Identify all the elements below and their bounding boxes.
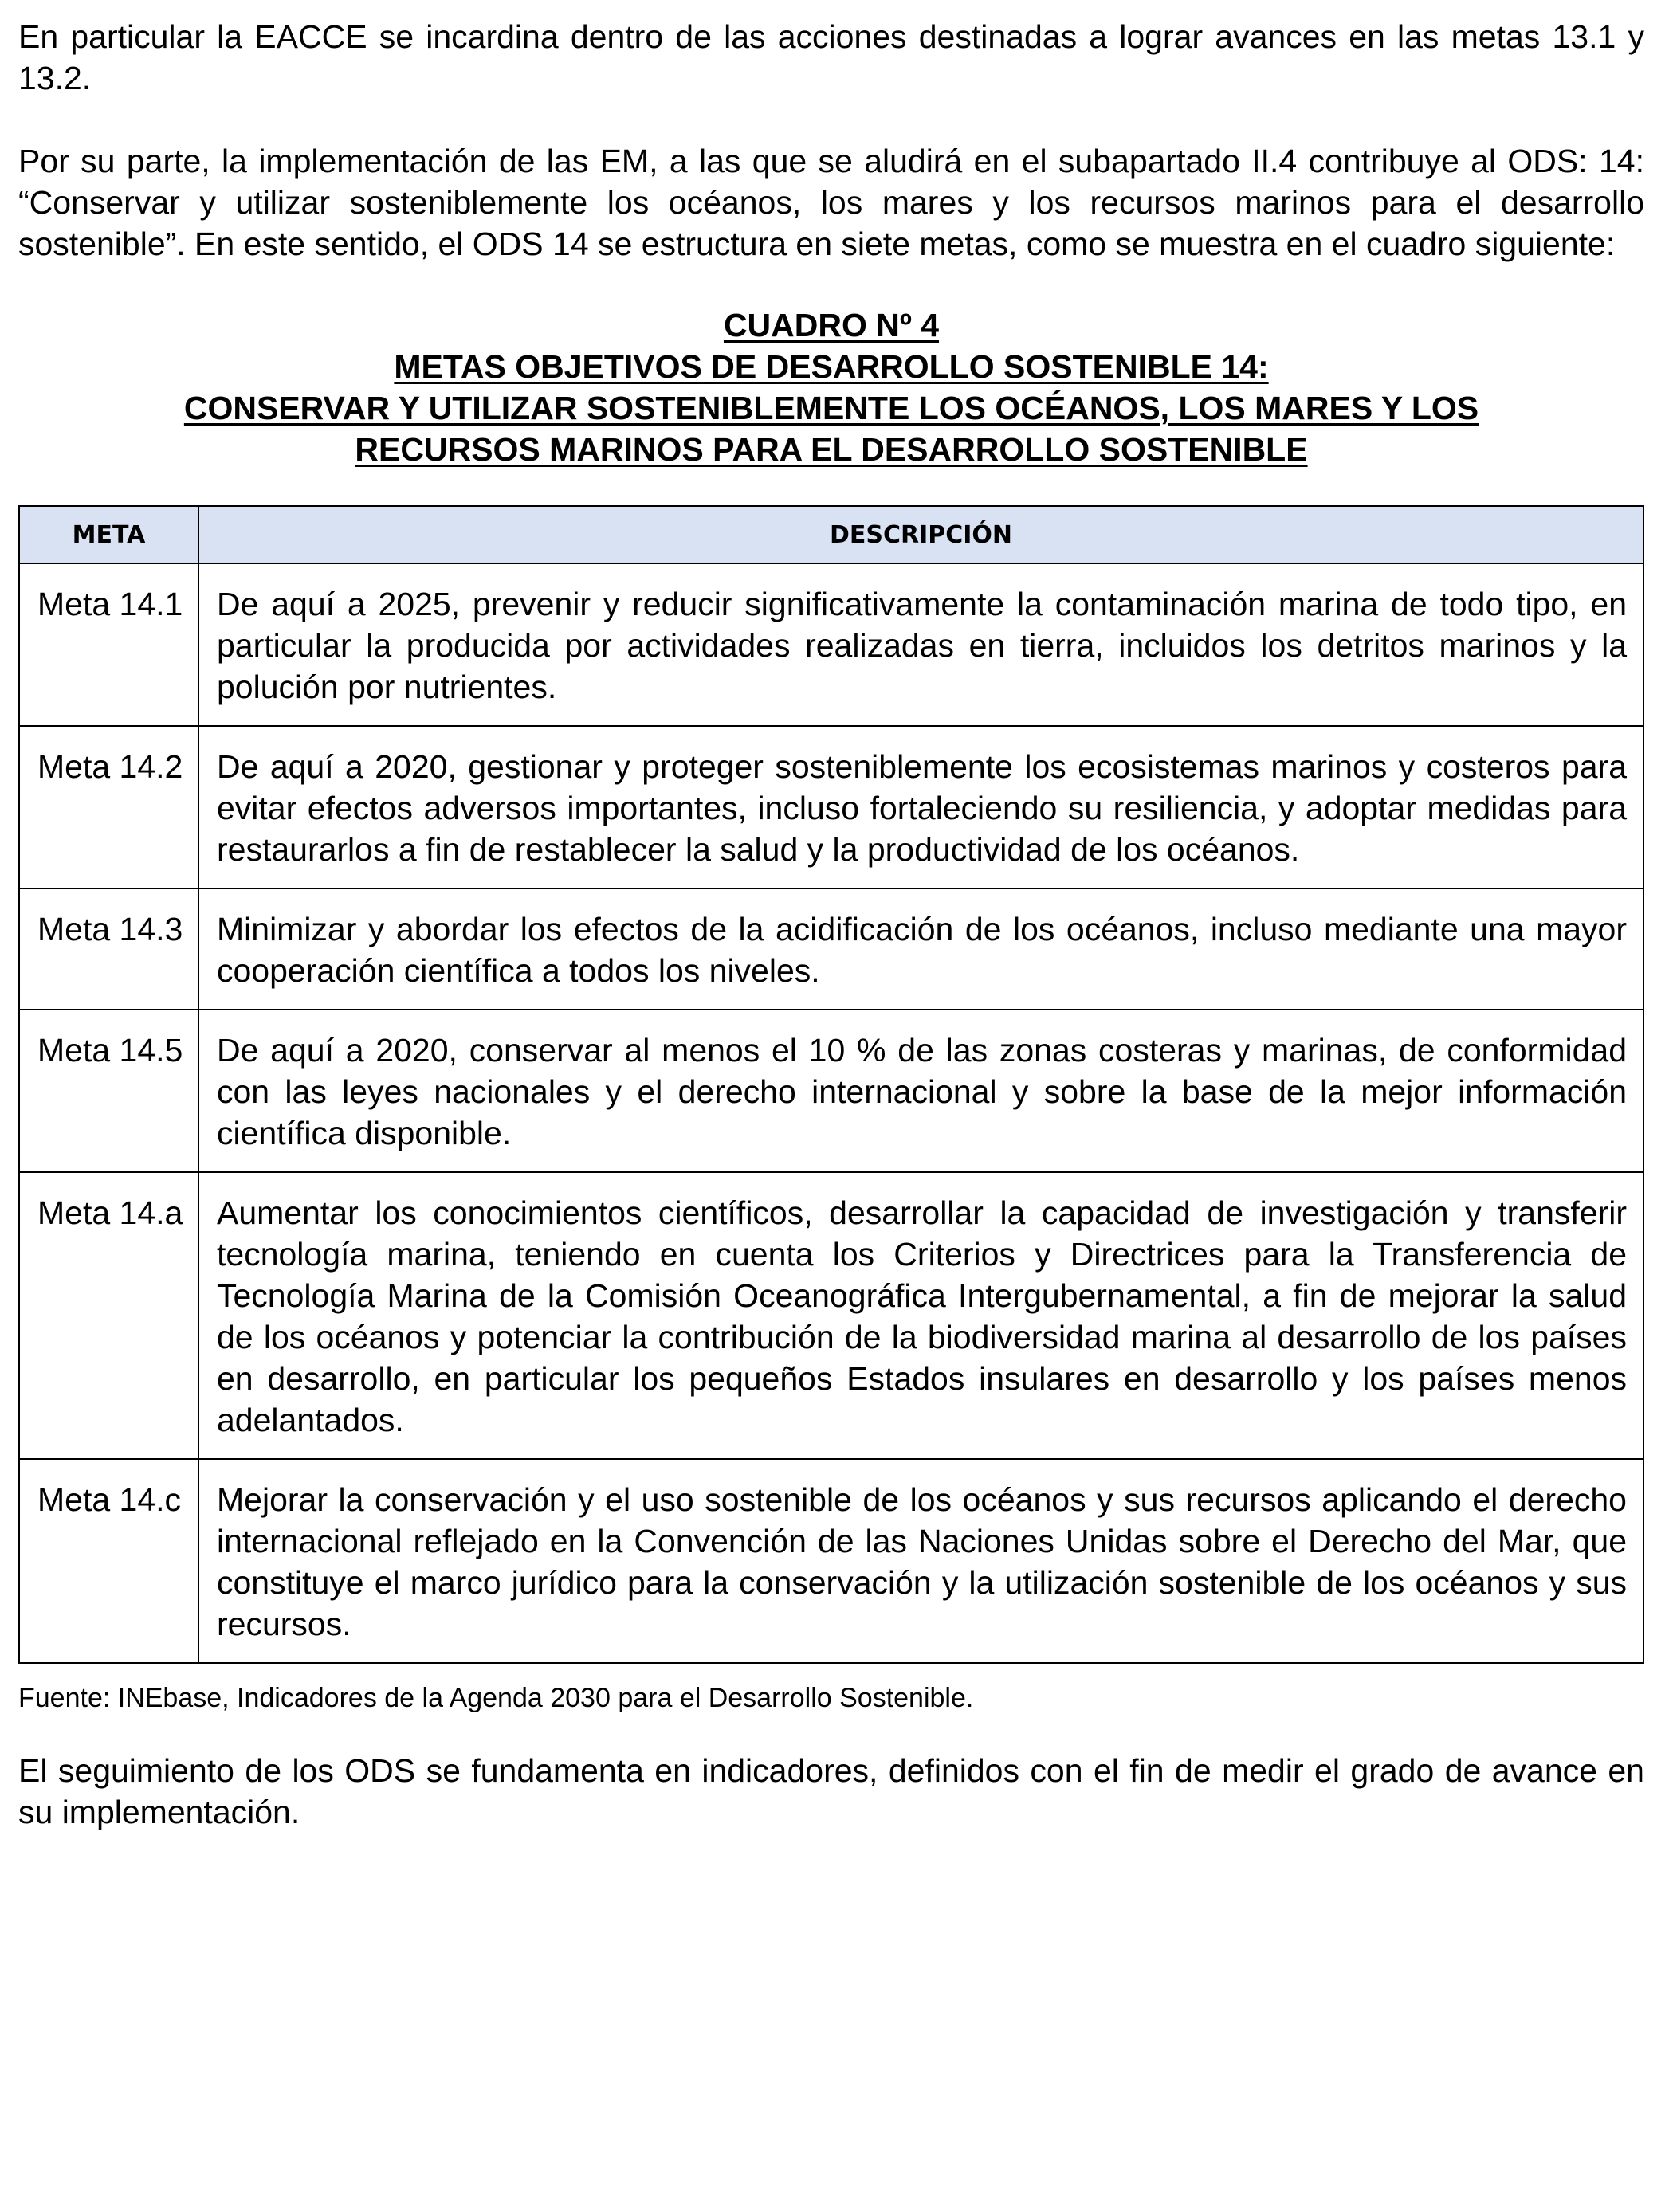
paragraph-intro: En particular la EACCE se incardina dentro de las acciones destinadas a lograr avances en las metas 13.1 y 13.2. — [18, 18, 1644, 96]
table-row — [20, 727, 1643, 889]
description-cell: Minimizar y abordar los efectos de la acidificación de los océanos, incluso mediante una mayor cooperación científica a todos los niveles. — [217, 911, 1627, 989]
table-header-row — [20, 507, 1643, 564]
meta-cell: Meta 14.2 — [20, 727, 199, 888]
meta-cell: Meta 14.c — [20, 1460, 199, 1662]
table-row — [20, 564, 1643, 727]
metas-table — [18, 505, 1644, 1664]
caption-line-2: METAS OBJETIVOS DE DESARROLLO SOSTENIBLE 14: — [394, 348, 1269, 385]
description-cell: Mejorar la conservación y el uso sostenible de los océanos y sus recursos aplicando el derecho internacional reflejado en la Convención de las Naciones Unidas sobre el Derecho del Mar, que constituye el marco jurídico para la conservación y la utilización sostenible de los océanos y sus recursos. — [217, 1481, 1627, 1642]
meta-cell: Meta 14.5 — [20, 1010, 199, 1171]
header-meta: META — [20, 507, 199, 563]
table-row — [20, 1173, 1643, 1460]
description-cell: De aquí a 2025, prevenir y reducir significativamente la contaminación marina de todo tipo, en particular la producida por actividades realizadas en tierra, incluidos los detritos marinos y la polución por nutrientes. — [217, 586, 1627, 705]
meta-cell: Meta 14.3 — [20, 889, 199, 1009]
table-row — [20, 1460, 1643, 1662]
meta-cell: Meta 14.a — [20, 1173, 199, 1458]
meta-cell: Meta 14.1 — [20, 564, 199, 725]
table-caption — [18, 304, 1644, 470]
table-row — [20, 1010, 1643, 1173]
document-page — [18, 16, 1644, 1833]
header-descripcion: DESCRIPCIÓN — [829, 520, 1013, 549]
paragraph-seguimiento: El seguimiento de los ODS se fundamenta en indicadores, definidos con el fin de medir el grado de avance en su implementación. — [18, 1752, 1644, 1830]
caption-line-3: CONSERVAR Y UTILIZAR SOSTENIBLEMENTE LOS OCÉANOS, LOS MARES Y LOS — [183, 390, 1479, 426]
paragraph-ods14: Por su parte, la implementación de las EM, a las que se aludirá en el subapartado II.4 contribuye al ODS: 14: “Conservar y utilizar sosteniblemente los océanos, los mares y los recursos marinos para el desarrollo sostenible”. En este sentido, el ODS 14 se estructura en siete metas, como se muestra en el cuadro siguiente: — [18, 143, 1644, 262]
description-cell: De aquí a 2020, gestionar y proteger sosteniblemente los ecosistemas marinos y costeros para evitar efectos adversos importantes, incluso fortaleciendo su resiliencia, y adoptar medidas para restaurarlos a fin de restablecer la salud y la productividad de los océanos. — [217, 748, 1627, 868]
table-row — [20, 889, 1643, 1010]
description-cell: Aumentar los conocimientos científicos, desarrollar la capacidad de investigación y transferir tecnología marina, teniendo en cuenta los Criterios y Directrices para la Transferencia de Tecnología Marina de la Comisión Oceanográfica Intergubernamental, a fin de mejorar la salud de los océanos y potenciar la contribución de la biodiversidad marina al desarrollo de los países en desarrollo, en particular los pequeños Estados insulares en desarrollo y los países menos adelantados. — [217, 1194, 1627, 1438]
caption-line-4: RECURSOS MARINOS PARA EL DESARROLLO SOSTENIBLE — [355, 431, 1308, 468]
description-cell: De aquí a 2020, conservar al menos el 10 % de las zonas costeras y marinas, de conformidad con las leyes nacionales y el derecho internacional y sobre la base de la mejor información científica disponible. — [217, 1032, 1627, 1151]
caption-line-1: CUADRO Nº 4 — [723, 307, 940, 343]
source-note: Fuente: INEbase, Indicadores de la Agenda 2030 para el Desarrollo Sostenible. — [18, 1683, 974, 1713]
